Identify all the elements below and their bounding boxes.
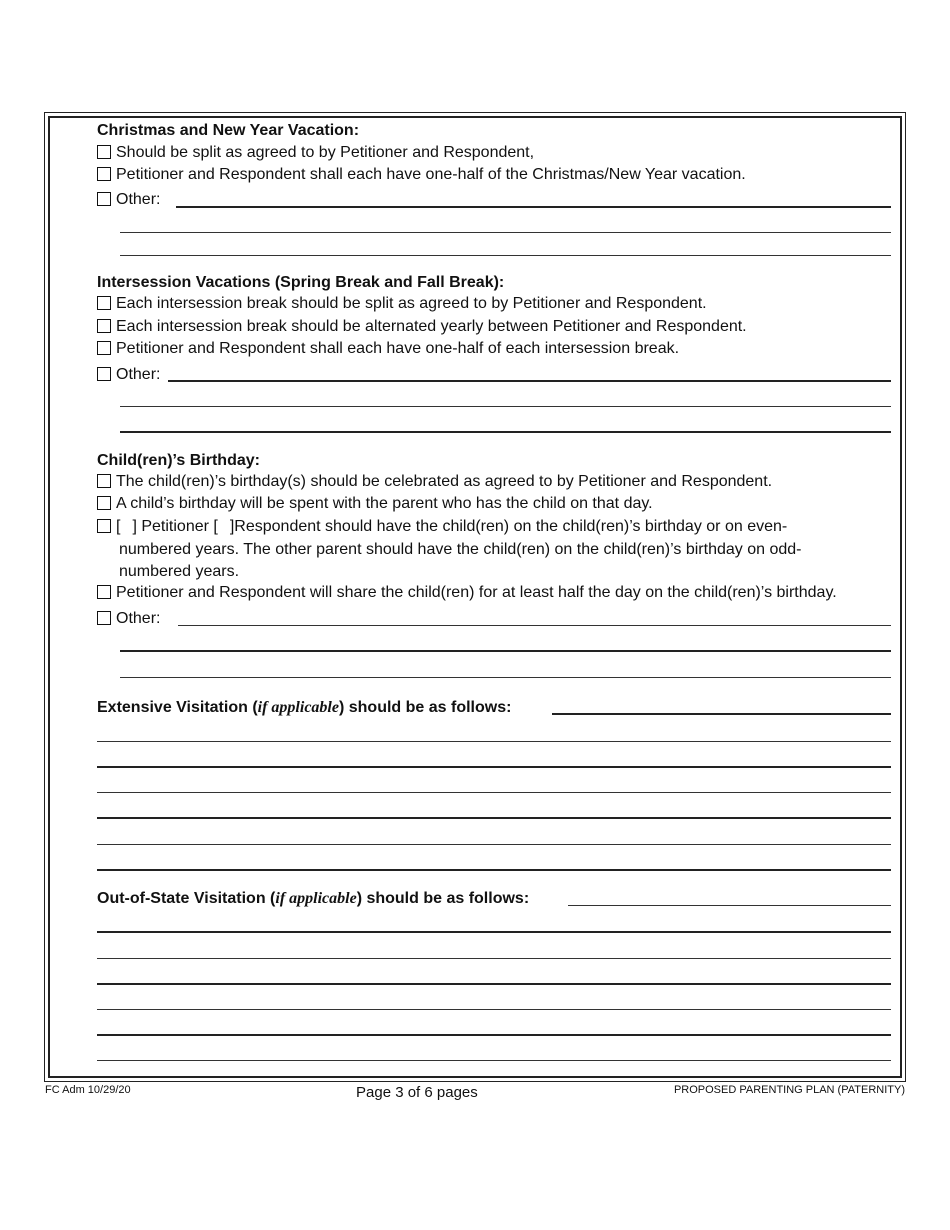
christmas-option-other: Other: [97, 191, 160, 209]
extensive-visitation-label: Extensive Visitation (if applicable) should be as follows: [97, 699, 512, 716]
birthday-option-parent-on-day: A child’s birthday will be spent with the parent who has the child on that day. [97, 495, 653, 513]
birthday-option-agreed: The child(ren)’s birthday(s) should be celebrated as agreed to by Petitioner and Respondent. [97, 473, 772, 491]
out-of-state-line-4[interactable] [97, 1009, 891, 1010]
extensive-line-1[interactable] [97, 741, 891, 742]
birthday-other-line-1[interactable] [178, 625, 891, 626]
intersession-option-alternate: Each intersession break should be alternated yearly between Petitioner and Respondent. [97, 318, 747, 336]
intersession-option-split: Each intersession break should be split as agreed to by Petitioner and Respondent. [97, 295, 707, 313]
birthday-other-line-3[interactable] [120, 677, 891, 678]
intersession-alternate-checkbox[interactable] [97, 319, 111, 333]
birthday-alternate-checkbox[interactable] [97, 519, 111, 533]
extensive-line-4[interactable] [97, 817, 891, 819]
intersession-split-checkbox[interactable] [97, 296, 111, 310]
intersession-other-line-2[interactable] [120, 406, 891, 407]
extensive-line-3[interactable] [97, 792, 891, 793]
intersession-heading: Intersession Vacations (Spring Break and Fall Break): [97, 274, 505, 291]
intersession-other-checkbox[interactable] [97, 367, 111, 381]
out-of-state-visitation-label: Out-of-State Visitation (if applicable) should be as follows: [97, 890, 530, 907]
birthday-option-share: Petitioner and Respondent will share the child(ren) for at least half the day on the child(ren)’s birthday. [97, 584, 837, 602]
christmas-option-split: Should be split as agreed to by Petitioner and Respondent, [97, 144, 534, 162]
birthday-option-other: Other: [97, 610, 160, 628]
out-of-state-line-6[interactable] [97, 1060, 891, 1061]
out-of-state-line-5[interactable] [97, 1034, 891, 1036]
christmas-other-line-1[interactable] [176, 206, 891, 208]
intersession-half-checkbox[interactable] [97, 341, 111, 355]
birthday-other-line-2[interactable] [120, 650, 891, 652]
birthday-alternate-line-2: numbered years. The other parent should have the child(ren) on the child(ren)’s birthday on odd- [119, 541, 802, 558]
christmas-option-half: Petitioner and Respondent shall each have one-half of the Christmas/New Year vacation. [97, 166, 746, 184]
out-of-state-line-1[interactable] [97, 931, 891, 933]
christmas-other-line-2[interactable] [120, 232, 891, 233]
extensive-line-6[interactable] [97, 869, 891, 871]
birthday-share-checkbox[interactable] [97, 585, 111, 599]
intersession-other-line-3[interactable] [120, 431, 891, 433]
intersession-option-other: Other: [97, 366, 160, 384]
christmas-split-checkbox[interactable] [97, 145, 111, 159]
birthday-parent-on-day-checkbox[interactable] [97, 496, 111, 510]
birthday-heading: Child(ren)’s Birthday: [97, 452, 260, 469]
petitioner-bracket-label[interactable]: ] Petitioner [132, 518, 209, 535]
christmas-other-checkbox[interactable] [97, 192, 111, 206]
birthday-agreed-checkbox[interactable] [97, 474, 111, 488]
form-title: PROPOSED PARENTING PLAN (PATERNITY) [673, 1084, 905, 1096]
extensive-line-0[interactable] [552, 713, 891, 715]
birthday-alternate-line-3: numbered years. [119, 563, 240, 580]
out-of-state-line-0[interactable] [568, 905, 891, 906]
extensive-line-2[interactable] [97, 766, 891, 768]
out-of-state-line-2[interactable] [97, 958, 891, 959]
out-of-state-line-3[interactable] [97, 983, 891, 985]
extensive-line-5[interactable] [97, 844, 891, 845]
birthday-option-alternate: [ ] Petitioner [ ]Respondent should have the child(ren) on the child(ren)’s birthday or on even- [97, 518, 787, 536]
christmas-heading: Christmas and New Year Vacation: [97, 122, 360, 139]
respondent-bracket-label[interactable]: ]Respondent should have the child(ren) on the child(ren)’s birthday or on even- [229, 518, 788, 535]
page-number: Page 3 of 6 pages [356, 1084, 478, 1101]
intersession-other-line-1[interactable] [168, 380, 891, 382]
christmas-half-checkbox[interactable] [97, 167, 111, 181]
christmas-other-line-3[interactable] [120, 255, 891, 256]
intersession-option-half: Petitioner and Respondent shall each have one-half of each intersession break. [97, 340, 679, 358]
birthday-other-checkbox[interactable] [97, 611, 111, 625]
form-id: FC Adm 10/29/20 [45, 1084, 131, 1096]
